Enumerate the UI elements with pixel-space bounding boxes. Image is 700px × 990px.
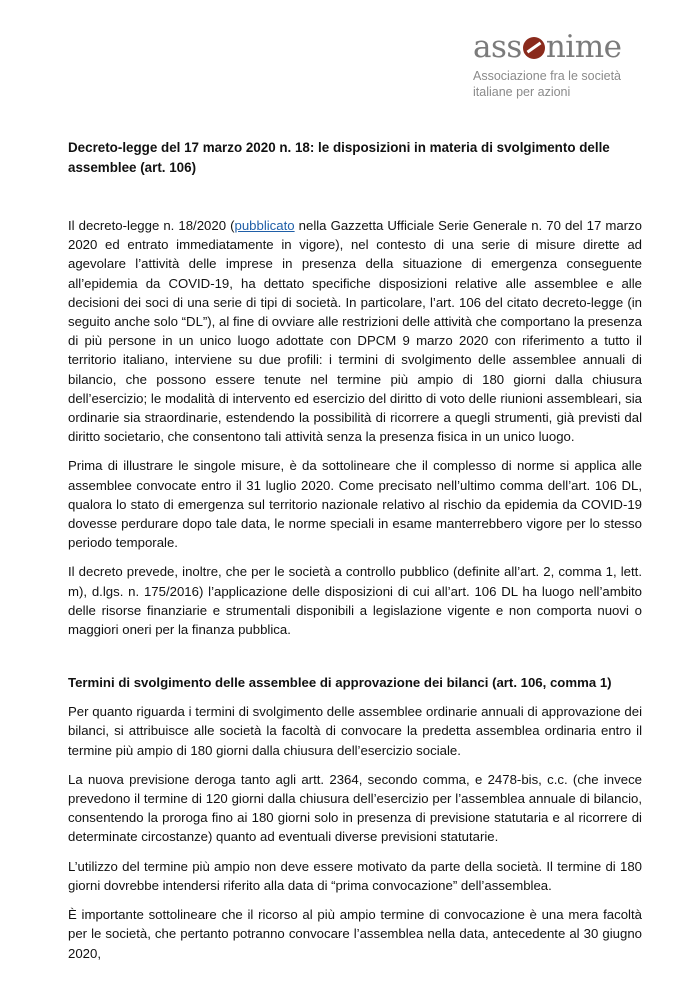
- intro-paragraph: [68, 216, 642, 446]
- section-paragraph-3: L’utilizzo del termine più ampio non deve essere motivato da parte della società. Il termine di 180 giorni dovrebbe intendersi riferito alla data di “prima convocazione” dell’assemblea.: [68, 858, 642, 893]
- paragraph-public-companies: Il decreto prevede, inoltre, che per le società a controllo pubblico (definite all’art. 2, comma 1, lett. m), d.lgs. n. 175/2016) l’applicazione delle disposizioni di cui all’art. 106 DL ha luogo nell’ambito delle risorse finanziarie e strumentali disponibili a legislazione vigente e non comporta nuovi o maggiori oneri per la finanza pubblica.: [68, 564, 642, 638]
- assonime-logo: [458, 30, 658, 100]
- logo-mark-icon: [523, 37, 545, 59]
- logo-wordmark: [458, 30, 658, 64]
- section-paragraph-2: La nuova previsione deroga tanto agli artt. 2364, secondo comma, e 2478-bis, c.c. (che invece prevedono il termine di 120 giorni dalla chiusura dell’esercizio per l’assemblea annuale di bilancio, consentendo la proroga fino ai 180 giorni solo in presenza di previsione statutaria e al ricorrere di determinate circostanze) quanto ad eventuali diverse previsioni statutarie.: [68, 771, 642, 845]
- document-title: Decreto-legge del 17 marzo 2020 n. 18: le disposizioni in materia di svolgimento delle assemblee (art. 106): [68, 140, 610, 175]
- pubblicato-link[interactable]: pubblicato: [234, 218, 295, 233]
- logo-tagline: [458, 68, 658, 100]
- intro-text-after-link: nella Gazzetta Ufficiale Serie Generale n. 70 del 17 marzo 2020 ed entrato immediatamente in vigore), nel contesto di una serie di misure dirette ad agevolare l’attività delle imprese in presenza della situazione di emergenza conseguente all’epidemia da COVID-19, ha dettato specifiche disposizioni relative alle assemblee e alle decisioni dei soci di una serie di tipi di società. In particolare, l’art. 106 del citato decreto-legge (in seguito anche solo “DL”), al fine di ovviare alle restrizioni delle attività che comportano la presenza di più persone in un unico luogo adottate con DPCM 9 marzo 2020 con riferimento a tutto il territorio italiano, interviene su due profili: i termini di svolgimento delle assemblee annuali di bilancio, che possono essere tenute nel termine più ampio di 180 giorni dalla chiusura dell’esercizio; le modalità di intervento ed esercizio del diritto di voto delle riunioni assembleari, sia ordinarie sia straordinarie, estendendo la possibilità di ricorrere a quegli strumenti, già previsti dal diritto societario, che consentono tali attività senza la presenza fisica in un unico luogo.: [68, 218, 642, 445]
- intro-text-before-link: Il decreto-legge n. 18/2020 (: [68, 218, 235, 233]
- logo-tagline-line-1: Associazione fra le società: [473, 69, 621, 83]
- logo-tagline-line-2: italiane per azioni: [473, 85, 571, 99]
- section-paragraph-1: Per quanto riguarda i termini di svolgimento delle assemblee ordinarie annuali di approvazione dei bilanci, si attribuisce alle società la facoltà di convocare la predetta assemblea ordinaria entro il termine più ampio di 180 giorni dalla chiusura dell’esercizio sociale.: [68, 704, 642, 758]
- section-paragraph-4: È importante sottolineare che il ricorso al più ampio termine di convocazione è una mera facoltà per le società, che pertanto potranno convocare l’assemblea nella data, antecedente al 30 giugno 2020,: [68, 907, 642, 961]
- paragraph-scope: Prima di illustrare le singole misure, è da sottolineare che il complesso di norme si applica alle assemblee convocate entro il 31 luglio 2020. Come precisato nell’ultimo comma dell’art. 106 DL, qualora lo stato di emergenza sul territorio nazionale relativo al rischio da epidemia da COVID-19 dovesse perdurare dopo tale data, le norme speciali in esame manterrebbero vigore per lo stesso periodo temporale.: [68, 458, 642, 551]
- document-body: [68, 138, 642, 973]
- logo-brand-after: nime: [545, 29, 622, 65]
- logo-brand-before: ass: [473, 29, 522, 65]
- section-heading: Termini di svolgimento delle assemblee di approvazione dei bilanci (art. 106, comma 1): [68, 675, 612, 691]
